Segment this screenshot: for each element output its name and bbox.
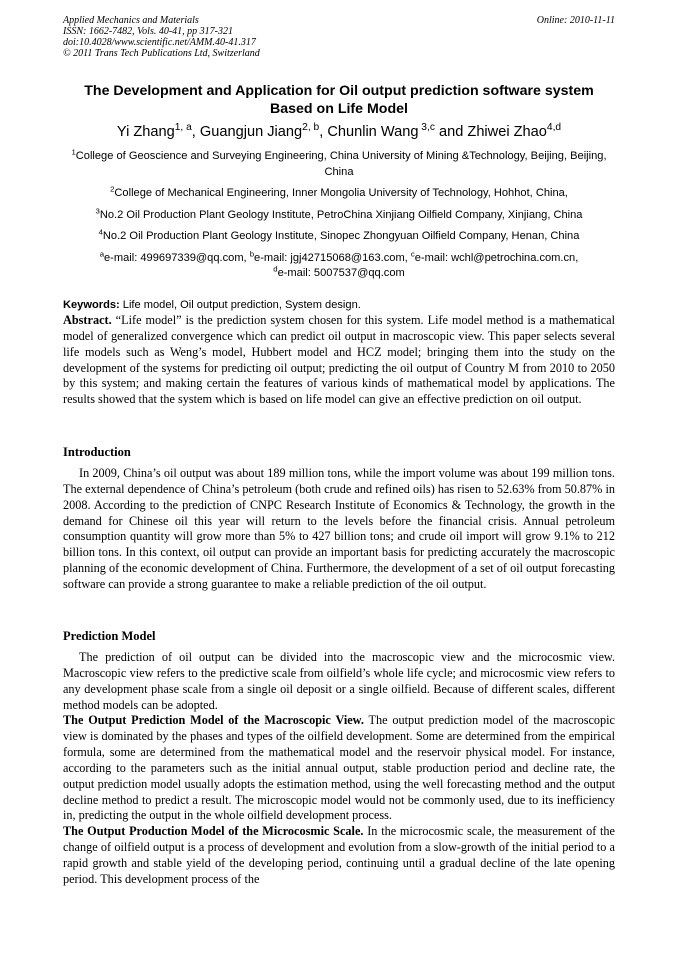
author-sep: and <box>434 124 468 140</box>
introduction-section <box>63 466 615 593</box>
macro-label: The Output Prediction Model of the Macroscopic View. <box>63 713 364 728</box>
prediction-intro-paragraph: The prediction of oil output can be divided into the macroscopic view and the microcosmic view. Macroscopic view refers to the predictive scale from oilfield’s whole life cycle; and microcosmic view refers to any development phase scale from a single oil deposit or a single oilfield. Because of different scales, different method models can be adopted. <box>63 650 615 712</box>
abstract <box>63 313 615 408</box>
author-name: Zhiwei Zhao <box>467 124 547 140</box>
journal-name: Applied Mechanics and Materials <box>63 15 199 26</box>
email-list <box>63 248 615 282</box>
affiliation-text: No.2 Oil Production Plant Geology Institute, PetroChina Xinjiang Oilfield Company, Xinjiang, China <box>99 208 583 221</box>
copyright-line: © 2011 Trans Tech Publications Ltd, Switzerland <box>63 48 260 59</box>
email-text: e-mail: 5007537@qq.com <box>277 267 405 279</box>
email-sup: d <box>273 264 278 274</box>
affiliation-sup: 2 <box>110 184 115 194</box>
affiliation <box>63 186 615 202</box>
author-sup: 3,c <box>418 122 435 134</box>
author-name: Yi Zhang <box>116 124 175 140</box>
issn-line: ISSN: 1662-7482, Vols. 40-41, pp 317-321 <box>63 26 233 37</box>
email-sup: b <box>249 248 255 258</box>
author-sep: , <box>191 124 200 140</box>
affiliation-sup: 1 <box>71 147 76 157</box>
affiliations <box>63 149 615 282</box>
affiliation <box>63 229 615 245</box>
macro-text: The output prediction model of the macroscopic view is dominated by the phases and types of the oilfield development. Some are determined from the empirical formula, some are determined from the mathematical model and the reservoir physical model. For instance, according to the parameters such as the initial annual output, stable production period and decline rate, the output prediction model usually adopts the estimation method, using the well forecasting method and the output decline method to predict a result. The microscopic model would not be commonly used, due to its inefficiency in, predicting the output in the whole oilfield development process. <box>63 713 615 823</box>
affiliation <box>63 205 615 224</box>
macro-paragraph <box>63 713 615 824</box>
introduction-paragraph: In 2009, China’s oil output was about 189 million tons, while the import volume was about 199 million tons. The external dependence of China’s petroleum (both crude and refined oils) has risen to 52.63% from 50.87% in 2008. According to the prediction of CNPC Research Institute of Economics & Technology, the growth in the demand for Chinese oil this year will return to the levels before the financial crisis. Annual petroleum consumption quantity will grow more than 5% to 427 billion tons; and crude oil import will grow 9.1% to 212 billion tons. In this context, oil output can provide an important basis for predicting accurately the macroscopic planning of the economic development of China. Furthermore, the development of a set of oil output forecasting software can provide a strong guarantee to make a reliable prediction of the oil output. <box>63 466 615 591</box>
affiliation-text: No.2 Oil Production Plant Geology Institute, Sinopec Zhongyuan Oilfield Company, Henan, China <box>102 230 580 242</box>
introduction-heading: Introduction <box>63 445 131 459</box>
author-list <box>63 122 615 142</box>
micro-paragraph <box>63 824 615 887</box>
keywords-label: Keywords: <box>63 299 120 311</box>
author-sup: 4,d <box>546 122 562 134</box>
doi-line: doi:10.4028/www.scientific.net/AMM.40-41.317 <box>63 37 256 48</box>
email-text: e-mail: jgj42715068@163.com, <box>254 251 411 264</box>
abstract-label: Abstract. <box>63 313 112 327</box>
journal-header <box>63 15 615 59</box>
micro-label: The Output Production Model of the Microcosmic Scale. <box>63 824 364 839</box>
author-name: Chunlin Wang <box>327 124 419 140</box>
email-text: e-mail: wchl@petrochina.com.cn, <box>414 251 579 264</box>
keywords <box>63 298 615 313</box>
prediction-section <box>63 650 615 888</box>
prediction-heading: Prediction Model <box>63 629 156 643</box>
affiliation <box>63 149 615 180</box>
email-text: e-mail: 499697339@qq.com, <box>104 251 250 264</box>
email-sup: c <box>410 248 415 258</box>
affiliation-sup: 4 <box>98 227 103 237</box>
affiliation-text: College of Geoscience and Surveying Engineering, China University of Mining &Technology, Beijing, Beijing, China <box>75 150 607 178</box>
abstract-text: “Life model” is the prediction system chosen for this system. Life model method is a mathematical model of generalized convergence which can predict oil output in macroscopic view. This paper selects several life models such as Weng’s model, Hubbert model and HCZ model; bringing them into the study on the development of the systems for predicting oil output; predicting the oil output of Country M from 2010 to 2050 by this system; and making certain the features of various kinds of mathematical model by applications. The results showed that the system which is based on life model can give an effective prediction on oil output. <box>63 313 615 407</box>
author-sup: 1, a <box>174 122 192 134</box>
affiliation-sup: 3 <box>95 205 100 215</box>
affiliation-text: College of Mechanical Engineering, Inner Mongolia University of Technology, Hohhot, China, <box>114 187 568 199</box>
author-name: Guangjun Jiang <box>199 124 303 140</box>
author-sup: 2, b <box>302 122 320 134</box>
paper-title: The Development and Application for Oil output prediction software system Based on Life Model <box>84 83 594 117</box>
micro-text: In the microcosmic scale, the measurement of the change of oilfield output is a process of development and evolution from a slow-growth of the initial period to a rapid growth and stable yield of the developing period, continuing until a gradual decline of the late opening period. This development process of the <box>63 824 615 886</box>
author-sep: , <box>319 124 328 140</box>
email-sup: a <box>99 248 105 258</box>
keywords-text: Life model, Oil output prediction, System design. <box>119 299 361 311</box>
online-date: Online: 2010-11-11 <box>536 15 615 26</box>
